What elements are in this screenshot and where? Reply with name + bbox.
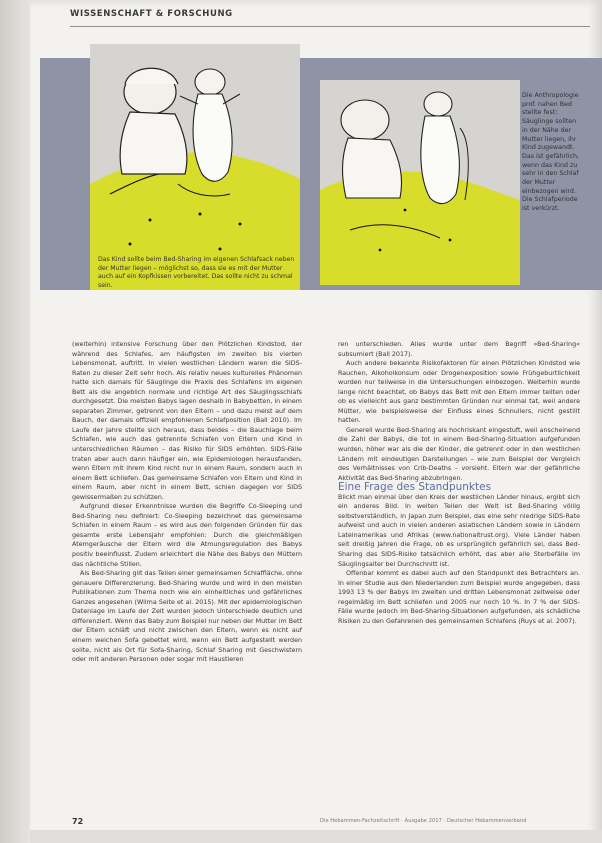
- paragraph: Auch andere bekannte Risikofaktoren für einen Plötzlichen Kindstod wie Rauchen, Alkoholkonsum oder Drogenexposition sowie Frühgeburtlichkeit wurden nur teilweise in die Untersuchungen einbezogen. Weiterhin wurde lange nicht beachtet, ob Babys das Bett mit den Eltern immer teilten oder ob es vielleicht aus ganz bestimmten Gründen nur einmal tat, weil andere Mütter, wie beispielsweise der Einfluss eines Schnullers, nicht gestillt hatten.: [338, 360, 580, 425]
- paragraph: Offenbar kommt es dabei auch auf den Standpunkt des Betrachters an. In einer Studie aus den Niederlanden zum Beispiel wurde angegeben, dass 1993 13 % der Babys im zweiten und dritten Lebensmonat zeitweise oder regelmäßig im Bett schliefen und 2005 nur noch 10 %. In 7 % der SIDS-Fälle wurde jedoch im Bed-Sharing-Situationen aufgefunden, als schädliche Risiken zu den Gefahrenen des gemeinsamen Schlafens (Ruys et al. 2007).: [338, 570, 580, 625]
- section-subheading: Eine Frage des Standpunktes: [338, 481, 492, 494]
- paragraph: Aufgrund dieser Erkenntnisse wurden die Begriffe Co-Sleeping und Bed-Sharing neu definiert: Co-Sleeping bezeichnet das gemeinsame Schlafen in einem Raum – es wird aus den folgenden Gründen für das gesamte erste Lebensjahr empfohlen: Durch die gleichmäßigen Atemgeräusche der Eltern wird die Atmungsregulation des Babys positiv beeinflusst. Zudem erleichtert die Nähe des Babys den Müttern das nächtliche Stillen.: [72, 503, 302, 568]
- figure-caption-left: Das Kind sollte beim Bed-Sharing im eigenen Schlafsack neben der Mutter liegen – möglichst so, dass sie es mit der Mutter auch auf ein Kopfkissen vorbereitet. Das sollte nicht zu schmal sein.: [98, 256, 295, 289]
- section-label: WISSENSCHAFT & FORSCHUNG: [70, 9, 233, 19]
- paragraph: ren unterschieden. Alles wurde unter dem Begriff »Bed-Sharing« subsumiert (Ball 2017).: [338, 341, 580, 358]
- illustration-mother-baby-right: [320, 80, 520, 285]
- paragraph: Als Bed-Sharing gilt das Teilen einer gemeinsamen Schlaffläche, ohne genauere Differenzierung. Bed-Sharing wurde und wird in den meisten Publikationen zum Thema noch wie ein einheitliches und gefährliches Ganzes angesehen (Wilma Seite et al. 2015). Mit der epidemiologischen Datenlage im Laufe der Zeit wurden jedoch Unterschiede deutlich und differenziert. Wenn das Baby zum Beispiel nur neben der Mutter im Bett der Eltern schläft und nicht zwischen den Eltern, wenn es nicht auf einem weichen Sofa gebettet wird, wenn ein Bett aufgestellt werden sollte, nicht als Ort für Sofa-Sharing, Schlaf Sharing mit Geschwistern oder mit anderen Personen oder sogar mit Haustieren: [72, 570, 302, 664]
- footer-running-text: Die Hebammen-Fachzeitschrift · Ausgabe 2017 · Deutscher Hebammenverband: [320, 818, 527, 824]
- paragraph: (weiterhin) intensive Forschung über den Plötzlichen Kindstod, der während des Schlafes, am häufigsten im zweiten bis vierten Lebensmonat, auftritt. In vielen westlichen Ländern waren die SIDS-Raten zu dieser Zeit sehr hoch. Als relativ neues kulturelles Phänomen hatte sich damals für Säuglinge die Praxis des Schlafens im eigenen Bett als die angeblich normale und richtige Art des Säuglingsschlafs durchgesetzt. Die meisten Babys lagen deshalb in Babybetten, in einem separaten Zimmer, getrennt von den Eltern – und dazu meist auf dem Bauch, der damals offiziell empfohlenen Schlafposition (Ball 2010). Im Laufe der Jahre stellte sich heraus, dass beides – die Bauchlage beim Schlafen, wie auch das getrennte Schlafen von Eltern und Kind in unterschiedlichen Räumen – das Risiko für SIDS erhöhten. SIDS-Fälle traten aber auch dann häufiger ein, wie Epidemiologen herausfanden, wenn Eltern mit ihrem Kind nicht nur in einem Raum, sondern auch in einem Bett schliefen. Das gemeinsame Schlafen von Eltern und Kind in einem Raum, aber nicht in einem Bett, schien dagegen vor SIDS gewissermaßen zu schützen.: [72, 341, 302, 501]
- paragraph: Blickt man einmal über den Kreis der westlichen Länder hinaus, ergibt sich ein anderes Bild. In weiten Teilen der Welt ist Bed-Sharing völlig selbstverständlich, in Japan zum Beispiel, das eine sehr niedrige SIDS-Rate aufweist und auch in vielen anderen asiatischen Ländern sowie in Ländern Lateinamerikas und Afrikas (www.nationaltrust.org). Viele Länder haben seit dreißig Jahren die Frage, ob es ursprünglich gefährlich sei, dass Bed-Sharing das SIDS-Risiko tatsächlich erhöht, das aber alle Sterbefälle im Säuglingsalter bei Durchschnitt ist.: [338, 493, 580, 568]
- text-column-left: [72, 340, 302, 665]
- header-rule: [70, 26, 590, 27]
- page-number: 72: [72, 817, 84, 826]
- page-bottom-edge: [30, 830, 602, 843]
- paragraph: Generell wurde Bed-Sharing als hochriskant eingestuft, weil anscheinend die Zahl der Babys, die tot in einem Bed-Sharing-Situation aufgefunden wurden, höher war als die der Kinder, die getrennt oder in den westlichen Ländern mit eindeutigen Darstellungen – wie zum Beispiel der Vergleich des Verhältnisses von Crib-Deaths – vorsieht. Eltern war der gefährliche Aktivität das Bed-Sharing abzubringen.: [338, 426, 580, 482]
- book-spine-shadow: [0, 0, 30, 843]
- text-column-right: [338, 340, 580, 626]
- figure-caption-right: Die Anthropologie prof. nahen Bed stellte fest: Säuglinge sollten in der Nähe der Mutter liegen, ihr Kind zugewandt. Das ist gefährlich, wenn das Kind zu sehr in den Schlaf der Mutter einbezogen wird. Die Schlafperiode ist verkürzt.: [522, 92, 579, 213]
- illustration-left-art: [90, 44, 300, 290]
- illustration-mother-baby-left: [90, 44, 300, 290]
- illustration-right-art: [320, 80, 520, 285]
